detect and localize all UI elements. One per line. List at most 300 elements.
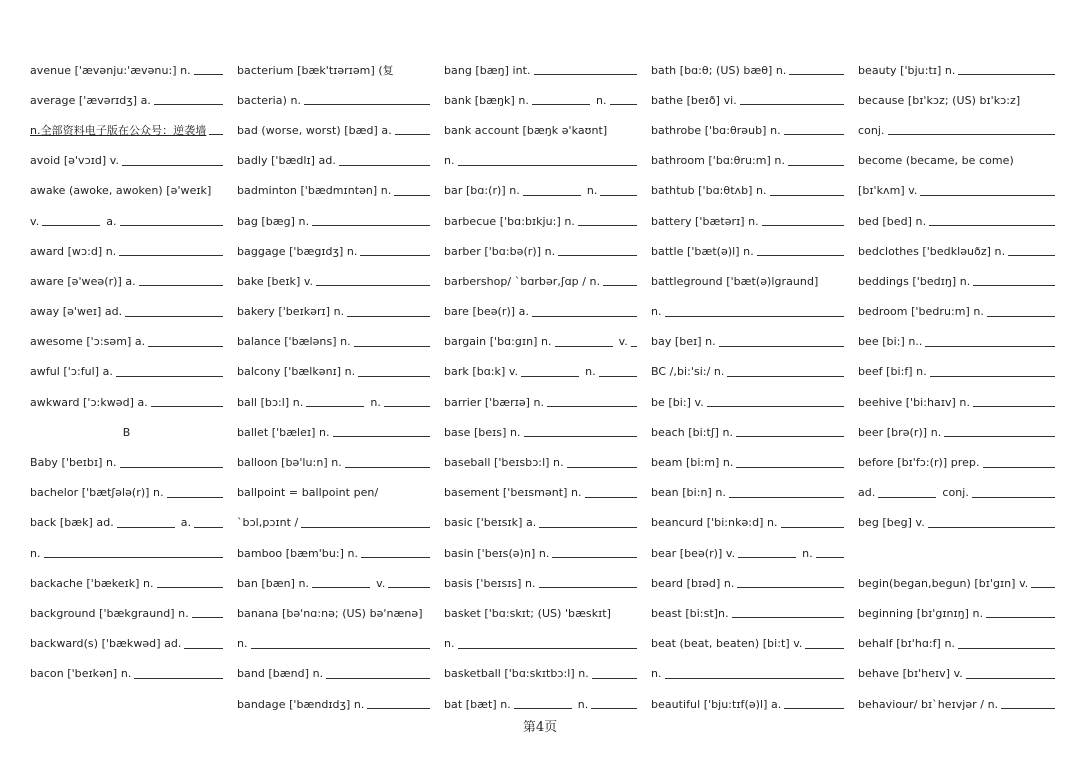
- word-entry: [858, 85, 1055, 115]
- answer-blank[interactable]: [312, 578, 370, 588]
- word-entry: [651, 176, 844, 206]
- entry-text: band [bænd] n.: [237, 667, 324, 681]
- answer-blank[interactable]: [251, 639, 430, 649]
- entry-text: bay [beɪ] n.: [651, 335, 716, 349]
- answer-blank[interactable]: [631, 337, 637, 347]
- answer-blank[interactable]: [122, 156, 223, 166]
- word-column-3: [444, 55, 637, 719]
- word-entry: [858, 146, 1055, 176]
- word-column-1: [30, 55, 223, 689]
- word-entry: [858, 629, 1055, 659]
- entry-text-secondary: n.: [586, 184, 598, 198]
- answer-blank[interactable]: [920, 186, 1055, 196]
- answer-blank[interactable]: [547, 397, 637, 407]
- answer-blank[interactable]: [1001, 699, 1055, 709]
- entry-text: [bɪ'kʌm] v.: [858, 184, 918, 198]
- word-entry: [651, 266, 844, 296]
- entry-text: back [bæk] ad.: [30, 516, 114, 530]
- entry-text: basement ['beɪsmənt] n.: [444, 486, 582, 500]
- answer-blank[interactable]: [816, 548, 844, 558]
- answer-blank[interactable]: [521, 367, 579, 377]
- word-entry: [444, 387, 637, 417]
- entry-text: because [bɪ'kɔz; (US) bɪ'kɔ:z]: [858, 93, 1021, 107]
- answer-blank[interactable]: [125, 307, 223, 317]
- answer-blank[interactable]: [184, 639, 223, 649]
- answer-blank[interactable]: [354, 337, 430, 347]
- answer-blank[interactable]: [532, 95, 590, 105]
- entry-text: become (became, be come): [858, 154, 1014, 168]
- answer-blank[interactable]: [983, 458, 1055, 468]
- word-entry: [858, 568, 1055, 598]
- entry-text: beach [bi:tʃ] n.: [651, 425, 734, 439]
- answer-blank[interactable]: [781, 518, 844, 528]
- entry-text: v.: [30, 214, 40, 228]
- entry-text: awesome ['ɔ:səm] a.: [30, 335, 146, 349]
- entry-text: beancurd ['bi:nkə:d] n.: [651, 516, 778, 530]
- answer-blank[interactable]: [524, 427, 637, 437]
- entry-text: baseball ['beɪsbɔ:l] n.: [444, 456, 564, 470]
- entry-text: banana [bə'nɑ:nə; (US) bə'nænə]: [237, 606, 423, 620]
- word-entry: [651, 447, 844, 477]
- word-entry: [444, 447, 637, 477]
- answer-blank[interactable]: [367, 699, 430, 709]
- answer-blank[interactable]: [591, 699, 637, 709]
- answer-blank[interactable]: [532, 307, 637, 317]
- entry-text: bargain ['bɑ:gɪn] n.: [444, 335, 552, 349]
- answer-blank[interactable]: [719, 337, 844, 347]
- word-entry: [651, 689, 844, 719]
- entry-text: avenue ['ævənju:'ævənu:] n.: [30, 63, 191, 77]
- answer-blank[interactable]: [394, 186, 430, 196]
- answer-blank[interactable]: [157, 578, 223, 588]
- word-entry: [651, 598, 844, 628]
- word-entry: [237, 568, 430, 598]
- entry-text: battle ['bæt(ə)l] n.: [651, 244, 754, 258]
- answer-blank[interactable]: [987, 307, 1055, 317]
- answer-blank[interactable]: [736, 458, 844, 468]
- word-entry: [858, 55, 1055, 85]
- word-entry: [651, 568, 844, 598]
- word-entry: [30, 629, 223, 659]
- word-entry: [444, 55, 637, 85]
- answer-blank[interactable]: [154, 95, 223, 105]
- entry-text-secondary: n.: [802, 546, 813, 560]
- word-entry: [444, 568, 637, 598]
- word-entry: [237, 176, 430, 206]
- entry-text: n.: [237, 637, 248, 651]
- word-entry: [651, 629, 844, 659]
- answer-blank[interactable]: [345, 458, 430, 468]
- entry-text: bedroom ['bedru:m] n.: [858, 305, 984, 319]
- answer-blank[interactable]: [925, 337, 1055, 347]
- answer-blank[interactable]: [944, 427, 1055, 437]
- answer-blank[interactable]: [1031, 578, 1055, 588]
- entry-text: beehive ['bi:haɪv] n.: [858, 395, 970, 409]
- vocabulary-sheet: [30, 55, 1055, 720]
- word-entry: [858, 327, 1055, 357]
- answer-blank[interactable]: [732, 608, 844, 618]
- answer-blank[interactable]: [148, 337, 223, 347]
- entry-text: beginning [bɪ'gɪnɪŋ] n.: [858, 606, 984, 620]
- answer-blank[interactable]: [360, 246, 430, 256]
- answer-blank[interactable]: [458, 639, 637, 649]
- answer-blank[interactable]: [788, 156, 844, 166]
- entry-text: ball [bɔ:l] n.: [237, 395, 304, 409]
- answer-blank[interactable]: [740, 95, 844, 105]
- entry-text-secondary: n.: [585, 365, 596, 379]
- word-entry: [237, 327, 430, 357]
- word-entry: [444, 146, 637, 176]
- entry-text: bean [bi:n] n.: [651, 486, 726, 500]
- entry-text: away [ə'weɪ] ad.: [30, 305, 123, 319]
- entry-text: balcony ['bælkənɪ] n.: [237, 365, 356, 379]
- entry-text: ballet ['bæleɪ] n.: [237, 425, 330, 439]
- entry-text: n.: [651, 667, 662, 681]
- entry-text: n.: [30, 546, 41, 560]
- entry-text: ballpoint = ballpoint pen/: [237, 486, 379, 500]
- answer-blank[interactable]: [600, 186, 637, 196]
- entry-text: B: [122, 425, 131, 439]
- entry-text: Baby ['beɪbɪ] n.: [30, 456, 117, 470]
- answer-blank[interactable]: [119, 246, 223, 256]
- entry-text: be [bi:] v.: [651, 395, 704, 409]
- entry-text: bear [beə(r)] v.: [651, 546, 736, 560]
- word-entry: [237, 598, 430, 628]
- word-entry: [858, 236, 1055, 266]
- answer-blank[interactable]: [301, 518, 430, 528]
- word-entry: [444, 478, 637, 508]
- answer-blank[interactable]: [958, 639, 1055, 649]
- answer-blank[interactable]: [929, 216, 1055, 226]
- word-entry: [30, 659, 223, 689]
- word-entry: [651, 357, 844, 387]
- entry-text: average ['ævərɪdʒ] a.: [30, 93, 151, 107]
- entry-text: bare [beə(r)] a.: [444, 305, 530, 319]
- answer-blank[interactable]: [151, 397, 223, 407]
- word-entry: [444, 689, 637, 719]
- word-entry: [30, 417, 223, 447]
- answer-blank[interactable]: [44, 548, 223, 558]
- word-entry: [444, 598, 637, 628]
- entry-text-secondary: n.: [370, 395, 381, 409]
- answer-blank[interactable]: [523, 186, 581, 196]
- word-entry: [651, 659, 844, 689]
- answer-blank[interactable]: [134, 669, 223, 679]
- word-entry: [30, 568, 223, 598]
- entry-text: awkward ['ɔ:kwəd] a.: [30, 395, 148, 409]
- word-entry: [858, 598, 1055, 628]
- entry-text: behave [bɪ'heɪv] v.: [858, 667, 963, 681]
- answer-blank[interactable]: [326, 669, 430, 679]
- entry-text: balance ['bæləns] n.: [237, 335, 351, 349]
- answer-blank[interactable]: [736, 427, 844, 437]
- word-entry: [237, 387, 430, 417]
- word-entry: [858, 689, 1055, 719]
- word-entry: [30, 176, 223, 206]
- word-entry: [30, 85, 223, 115]
- entry-text: background ['bækgraund] n.: [30, 606, 189, 620]
- answer-blank[interactable]: [784, 699, 844, 709]
- answer-blank[interactable]: [592, 669, 637, 679]
- entry-text: bee [bi:] n..: [858, 335, 923, 349]
- answer-blank[interactable]: [139, 276, 223, 286]
- answer-blank[interactable]: [757, 246, 844, 256]
- entry-text[interactable]: n.全部资料电子版在公众号：逆袭墙: [30, 124, 207, 138]
- entry-text: basket ['bɑ:skɪt; (US) 'bæskɪt]: [444, 606, 611, 620]
- word-entry: [237, 689, 430, 719]
- word-entry: [651, 115, 844, 145]
- entry-text: ban [bæn] n.: [237, 576, 310, 590]
- word-entry: [858, 659, 1055, 689]
- answer-blank[interactable]: [116, 367, 223, 377]
- entry-text: bad (worse, worst) [bæd] a.: [237, 123, 392, 137]
- entry-text: award [wɔ:d] n.: [30, 244, 117, 258]
- word-entry: [444, 176, 637, 206]
- answer-blank[interactable]: [316, 276, 430, 286]
- answer-blank[interactable]: [555, 337, 613, 347]
- answer-blank[interactable]: [738, 548, 796, 558]
- entry-text: n.: [444, 637, 455, 651]
- word-entry: [651, 146, 844, 176]
- word-entry: [30, 478, 223, 508]
- answer-blank[interactable]: [117, 518, 175, 528]
- answer-blank[interactable]: [552, 548, 637, 558]
- entry-text: beam [bi:m] n.: [651, 456, 734, 470]
- answer-blank[interactable]: [762, 216, 844, 226]
- word-entry: [858, 297, 1055, 327]
- answer-blank[interactable]: [928, 518, 1055, 528]
- answer-blank[interactable]: [958, 65, 1055, 75]
- word-entry: [651, 417, 844, 447]
- word-entry: [858, 176, 1055, 206]
- answer-blank[interactable]: [120, 216, 223, 226]
- word-entry: [30, 115, 223, 145]
- answer-blank[interactable]: [665, 669, 844, 679]
- entry-text: bank [bæŋk] n.: [444, 93, 529, 107]
- answer-blank[interactable]: [888, 125, 1055, 135]
- word-column-5: [858, 55, 1055, 719]
- word-entry: [237, 236, 430, 266]
- answer-blank[interactable]: [784, 125, 844, 135]
- word-entry: [30, 206, 223, 236]
- answer-blank[interactable]: [737, 578, 844, 588]
- answer-blank[interactable]: [514, 699, 572, 709]
- entry-text: beard [bɪəd] n.: [651, 576, 735, 590]
- word-entry: [237, 538, 430, 568]
- entry-text: conj.: [858, 123, 885, 137]
- entry-text: aware [ə'weə(r)] a.: [30, 274, 136, 288]
- entry-text: battery ['bætərɪ] n.: [651, 214, 759, 228]
- answer-blank[interactable]: [333, 427, 430, 437]
- word-entry: [237, 357, 430, 387]
- page-number: 第4页: [522, 720, 558, 735]
- answer-blank[interactable]: [973, 397, 1055, 407]
- word-entry: [651, 538, 844, 568]
- entry-text: begin(began,begun) [bɪ'gɪn] v.: [858, 576, 1029, 590]
- answer-blank[interactable]: [789, 65, 844, 75]
- answer-blank[interactable]: [729, 488, 844, 498]
- entry-text: barber ['bɑ:bə(r)] n.: [444, 244, 556, 258]
- entry-text: bathtub ['bɑ:θtʌb] n.: [651, 184, 767, 198]
- word-entry: [444, 297, 637, 327]
- answer-blank[interactable]: [973, 276, 1055, 286]
- entry-text: behalf [bɪ'hɑ:f] n.: [858, 637, 956, 651]
- entry-text: bacterium [bæk'tɪərɪəm] (复: [237, 64, 394, 78]
- entry-text-secondary: v.: [618, 335, 628, 349]
- entry-text: avoid [ə'vɔɪd] v.: [30, 154, 120, 168]
- word-entry: [237, 659, 430, 689]
- entry-text: bachelor ['bætʃələ(r)] n.: [30, 486, 164, 500]
- answer-blank[interactable]: [972, 488, 1055, 498]
- word-entry: [30, 447, 223, 477]
- entry-text: BC /,bi:'si:/ n.: [651, 365, 725, 379]
- word-entry: [444, 327, 637, 357]
- word-entry: [30, 538, 223, 568]
- entry-text-secondary: a.: [106, 214, 117, 228]
- entry-text: bag [bæg] n.: [237, 214, 310, 228]
- answer-blank[interactable]: [120, 458, 223, 468]
- answer-blank[interactable]: [770, 186, 844, 196]
- entry-text: beast [bi:st]n.: [651, 606, 729, 620]
- answer-blank[interactable]: [578, 216, 637, 226]
- word-entry: [651, 478, 844, 508]
- answer-blank[interactable]: [339, 156, 430, 166]
- entry-text: bacon ['beɪkən] n.: [30, 667, 132, 681]
- answer-blank[interactable]: [599, 367, 637, 377]
- word-entry: [237, 508, 430, 538]
- word-entry: [237, 85, 430, 115]
- entry-text: beat (beat, beaten) [bi:t] v.: [651, 637, 803, 651]
- answer-blank[interactable]: [930, 367, 1055, 377]
- word-entry: [858, 417, 1055, 447]
- answer-blank[interactable]: [603, 276, 637, 286]
- entry-text-secondary: v.: [376, 576, 386, 590]
- entry-text: barbecue ['bɑ:bɪkju:] n.: [444, 214, 575, 228]
- word-entry: [30, 236, 223, 266]
- entry-text: bank account [bæŋk ə'kaʊnt]: [444, 123, 608, 137]
- answer-blank[interactable]: [312, 216, 430, 226]
- entry-text: n.: [651, 305, 662, 319]
- entry-text: barbershop/ `bɑrbər,ʃɑp / n.: [444, 274, 601, 288]
- word-entry: [444, 417, 637, 447]
- word-entry: [651, 85, 844, 115]
- entry-text: beg [beg] v.: [858, 516, 925, 530]
- word-entry: [444, 266, 637, 296]
- answer-blank[interactable]: [194, 518, 223, 528]
- entry-text: bed [bed] n.: [858, 214, 927, 228]
- word-column-2: [237, 55, 430, 719]
- answer-blank[interactable]: [361, 548, 430, 558]
- word-entry: [651, 508, 844, 538]
- entry-text: awake (awoke, awoken) [ə'weɪk]: [30, 184, 212, 198]
- word-entry: [30, 357, 223, 387]
- answer-blank[interactable]: [539, 578, 637, 588]
- answer-blank[interactable]: [194, 65, 223, 75]
- entry-text: battleground ['bæt(ə)lgraund]: [651, 274, 819, 288]
- answer-blank[interactable]: [558, 246, 637, 256]
- entry-text: backache ['bækeɪk] n.: [30, 576, 154, 590]
- entry-text: basis ['beɪsɪs] n.: [444, 576, 536, 590]
- answer-blank[interactable]: [610, 95, 637, 105]
- word-entry: [444, 236, 637, 266]
- entry-text: badminton ['bædmɪntən] n.: [237, 184, 392, 198]
- word-entry: [651, 297, 844, 327]
- entry-text: bat [bæt] n.: [444, 697, 511, 711]
- word-entry: [444, 629, 637, 659]
- word-entry: [444, 538, 637, 568]
- entry-text: bark [bɑ:k] v.: [444, 365, 519, 379]
- entry-text: bar [bɑ:(r)] n.: [444, 184, 520, 198]
- word-entry: [858, 478, 1055, 508]
- answer-blank[interactable]: [1008, 246, 1055, 256]
- answer-blank[interactable]: [304, 95, 430, 105]
- word-entry: [237, 629, 430, 659]
- answer-blank[interactable]: [805, 639, 844, 649]
- answer-blank[interactable]: [707, 397, 844, 407]
- answer-blank[interactable]: [567, 458, 637, 468]
- word-entry: [444, 115, 637, 145]
- word-entry: [237, 417, 430, 447]
- word-entry: [30, 297, 223, 327]
- word-entry: [858, 266, 1055, 296]
- word-entry: [237, 146, 430, 176]
- word-entry: [651, 387, 844, 417]
- answer-blank[interactable]: [167, 488, 223, 498]
- word-entry: [444, 508, 637, 538]
- answer-blank[interactable]: [395, 125, 430, 135]
- answer-blank[interactable]: [539, 518, 637, 528]
- word-entry: [30, 55, 223, 85]
- entry-text-secondary: conj.: [942, 486, 969, 500]
- word-entry: [444, 85, 637, 115]
- entry-text: badly ['bædlɪ] ad.: [237, 154, 336, 168]
- entry-text: beef [bi:f] n.: [858, 365, 927, 379]
- answer-blank[interactable]: [384, 397, 430, 407]
- word-entry: [858, 115, 1055, 145]
- answer-blank[interactable]: [42, 216, 100, 226]
- answer-blank[interactable]: [727, 367, 844, 377]
- entry-text: beddings ['bedɪŋ] n.: [858, 274, 971, 288]
- answer-blank[interactable]: [966, 669, 1055, 679]
- word-column-4: [651, 55, 844, 719]
- answer-blank[interactable]: [192, 608, 223, 618]
- entry-text-secondary: a.: [180, 516, 192, 530]
- answer-blank[interactable]: [347, 307, 430, 317]
- answer-blank[interactable]: [665, 307, 844, 317]
- word-entry: [30, 146, 223, 176]
- entry-text: bacteria) n.: [237, 93, 302, 107]
- entry-text: backward(s) ['bækwəd] ad.: [30, 637, 182, 651]
- answer-blank[interactable]: [458, 156, 637, 166]
- entry-text: baggage ['bægɪdʒ] n.: [237, 244, 358, 258]
- answer-blank[interactable]: [986, 608, 1055, 618]
- entry-text: `bɔl,pɔɪnt /: [237, 516, 299, 530]
- entry-text: n.: [444, 154, 455, 168]
- entry-text: ad.: [858, 486, 876, 500]
- word-entry: [237, 447, 430, 477]
- answer-blank[interactable]: [209, 125, 223, 135]
- word-entry: [651, 55, 844, 85]
- answer-blank[interactable]: [388, 578, 430, 588]
- answer-blank[interactable]: [534, 65, 637, 75]
- entry-text: basic ['beɪsɪk] a.: [444, 516, 537, 530]
- answer-blank[interactable]: [878, 488, 936, 498]
- word-entry: [858, 508, 1055, 538]
- word-entry: [30, 387, 223, 417]
- answer-blank[interactable]: [358, 367, 430, 377]
- answer-blank[interactable]: [306, 397, 364, 407]
- answer-blank[interactable]: [585, 488, 637, 498]
